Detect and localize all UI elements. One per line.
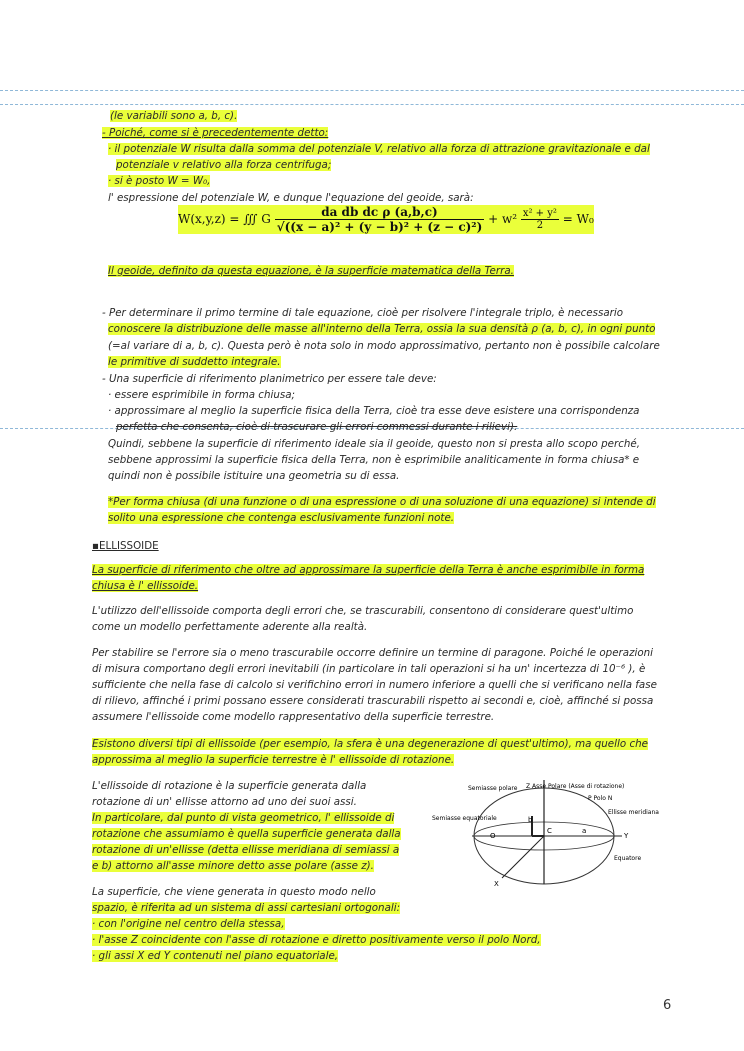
text-line: Esistono diversi tipi di ellissoide (per esempio, la sfera è una degenerazione di quest'ultimo), ma quello che [92,738,648,750]
text-line: spazio, è riferita ad un sistema di assi cartesiani ortogonali: [92,902,401,914]
section-title: ▪ELLISSOIDE [92,540,159,552]
pole-label: P Polo N [588,795,613,802]
text-line: conoscere la distribuzione delle masse all'interno della Terra, ossia la sua densità ρ (a, b, c), in ogni punto [108,323,656,335]
c-label: C [547,827,552,835]
text-line: le primitive di suddetto integrale. [108,356,281,368]
equatorial-semiaxis-label: Semiasse equatoriale [432,815,497,822]
text-line: potenziale v relativo alla forza centrifuga; [116,159,332,171]
text-line: · l'asse Z coincidente con l'asse di rotazione e diretto positivamente verso il polo Nord, [92,934,541,946]
page-number: 6 [663,998,672,1013]
text-line: La superficie, che viene generata in questo modo nello [92,886,376,898]
text-line: (=al variare di a, b, c). Questa però è nota solo in modo approssimativo, pertanto non è possibile calcolare [108,340,660,352]
text-line: La superficie di riferimento che oltre ad approssimare la superficie della Terra è anche esprimibile in forma [92,564,645,576]
text-line: - Poiché, come si è precedentemente detto: [102,127,329,139]
text-line: In particolare, dal punto di vista geometrico, l' ellissoide di [92,812,395,824]
text-line: · il potenziale W risulta dalla somma del potenziale V, relativo alla forza di attrazione gravitazionale e dal [108,143,650,155]
top-rule-2 [0,104,744,105]
text-line: - Per determinare il primo termine di tale equazione, cioè per risolvere l'integrale triplo, è necessario [102,307,624,319]
geoid-definition: Il geoide, definito da questa equazione, è la superficie matematica della Terra. [108,265,514,277]
text-line: sufficiente che nella fase di calcolo si verifichino errori in numero inferiore a quelli che si verificano nella fase [92,679,657,691]
b-label: b [528,816,533,824]
text-line: (le variabili sono a, b, c). [110,110,238,122]
text-line: · si è posto W = W₀, [108,175,211,187]
text-line: · gli assi X ed Y contenuti nel piano equatoriale, [92,950,339,962]
footnote: solito una espressione che contenga esclusivamente funzioni note. [108,512,455,524]
meridian-label: Ellisse meridiana [608,809,659,816]
top-rule [0,90,744,91]
footnote: *Per forma chiusa (di una funzione o di una espressione o di una soluzione di una equazione) si intende di [108,496,656,508]
text-line: quindi non è possibile istituire una geometria su di essa. [108,470,400,482]
text-line: chiusa è l' ellissoide. [92,580,199,592]
z-axis-label: Z Asse Polare (Asse di rotazione) [526,783,625,790]
text-line: di misura comportano degli errori inevitabili (in particolare in tali operazioni si ha un' incertezza di 10⁻⁶ ), è [92,663,646,675]
text-line: e b) attorno all'asse minore detto asse polare (asse z). [92,860,374,872]
origin-label: O [490,832,496,840]
y-label: Y [624,832,629,840]
text-line: L'ellissoide di rotazione è la superficie generata dalla [92,780,367,792]
x-label: X [494,880,499,888]
text-line: Per stabilire se l'errore sia o meno trascurabile occorre definire un termine di paragone. Poiché le operazioni [92,647,654,659]
text-line: di rilievo, affinché i primi possano essere considerati trascurabili rispetto ai secondi e, cioè, affinché si possa [92,695,654,707]
text-line: Quindi, sebbene la superficie di riferimento ideale sia il geoide, questo non si presta allo scopo perché, [108,438,641,450]
text-line: assumere l'ellissoide come modello rappresentativo della superficie terrestre. [92,711,495,723]
equator-label: Equatore [614,855,642,862]
ellipsoid-diagram [432,778,678,890]
geoid-equation: W(x,y,z) = ∭ G $\frac{\text{da db dc ρ (a,b,c)}}{\text{√((x − a)² + (y − b)² + (z − c)²)}}$ + w² $\frac{\text{x² + y²}}{2}$ = W₀ [178,205,594,234]
text-line: - Una superficie di riferimento planimetrico per essere tale deve: [102,373,437,385]
text-line: perfetta che consenta, cioè di trascurare gli errori commessi durante i rilievi). [116,421,518,433]
text-line: · essere esprimibile in forma chiusa; [108,389,296,401]
semiasse-polare-label: Semiasse polare [468,785,518,792]
text-line: · approssimare al meglio la superficie fisica della Terra, cioè tra esse deve esistere una corrispondenza [108,405,640,417]
text-line: · con l'origine nel centro della stessa, [92,918,285,930]
text-line: rotazione che assumiamo è quella superficie generata dalla [92,828,401,840]
text-line: l' espressione del potenziale W, e dunque l'equazione del geoide, sarà: [108,192,474,204]
text-line: rotazione di un'ellisse (detta ellisse meridiana di semiassi a [92,844,400,856]
text-line: come un modello perfettamente aderente alla realtà. [92,621,368,633]
text-line: sebbene approssimi la superficie fisica della Terra, non è esprimibile analiticamente in forma chiusa* e [108,454,640,466]
a-label: a [582,827,587,835]
text-line: L'utilizzo dell'ellissoide comporta degli errori che, se trascurabili, consentono di considerare quest'ultimo [92,605,634,617]
text-line: approssima al meglio la superficie terrestre è l' ellissoide di rotazione. [92,754,455,766]
text-line: rotazione di un' ellisse attorno ad uno dei suoi assi. [92,796,357,808]
